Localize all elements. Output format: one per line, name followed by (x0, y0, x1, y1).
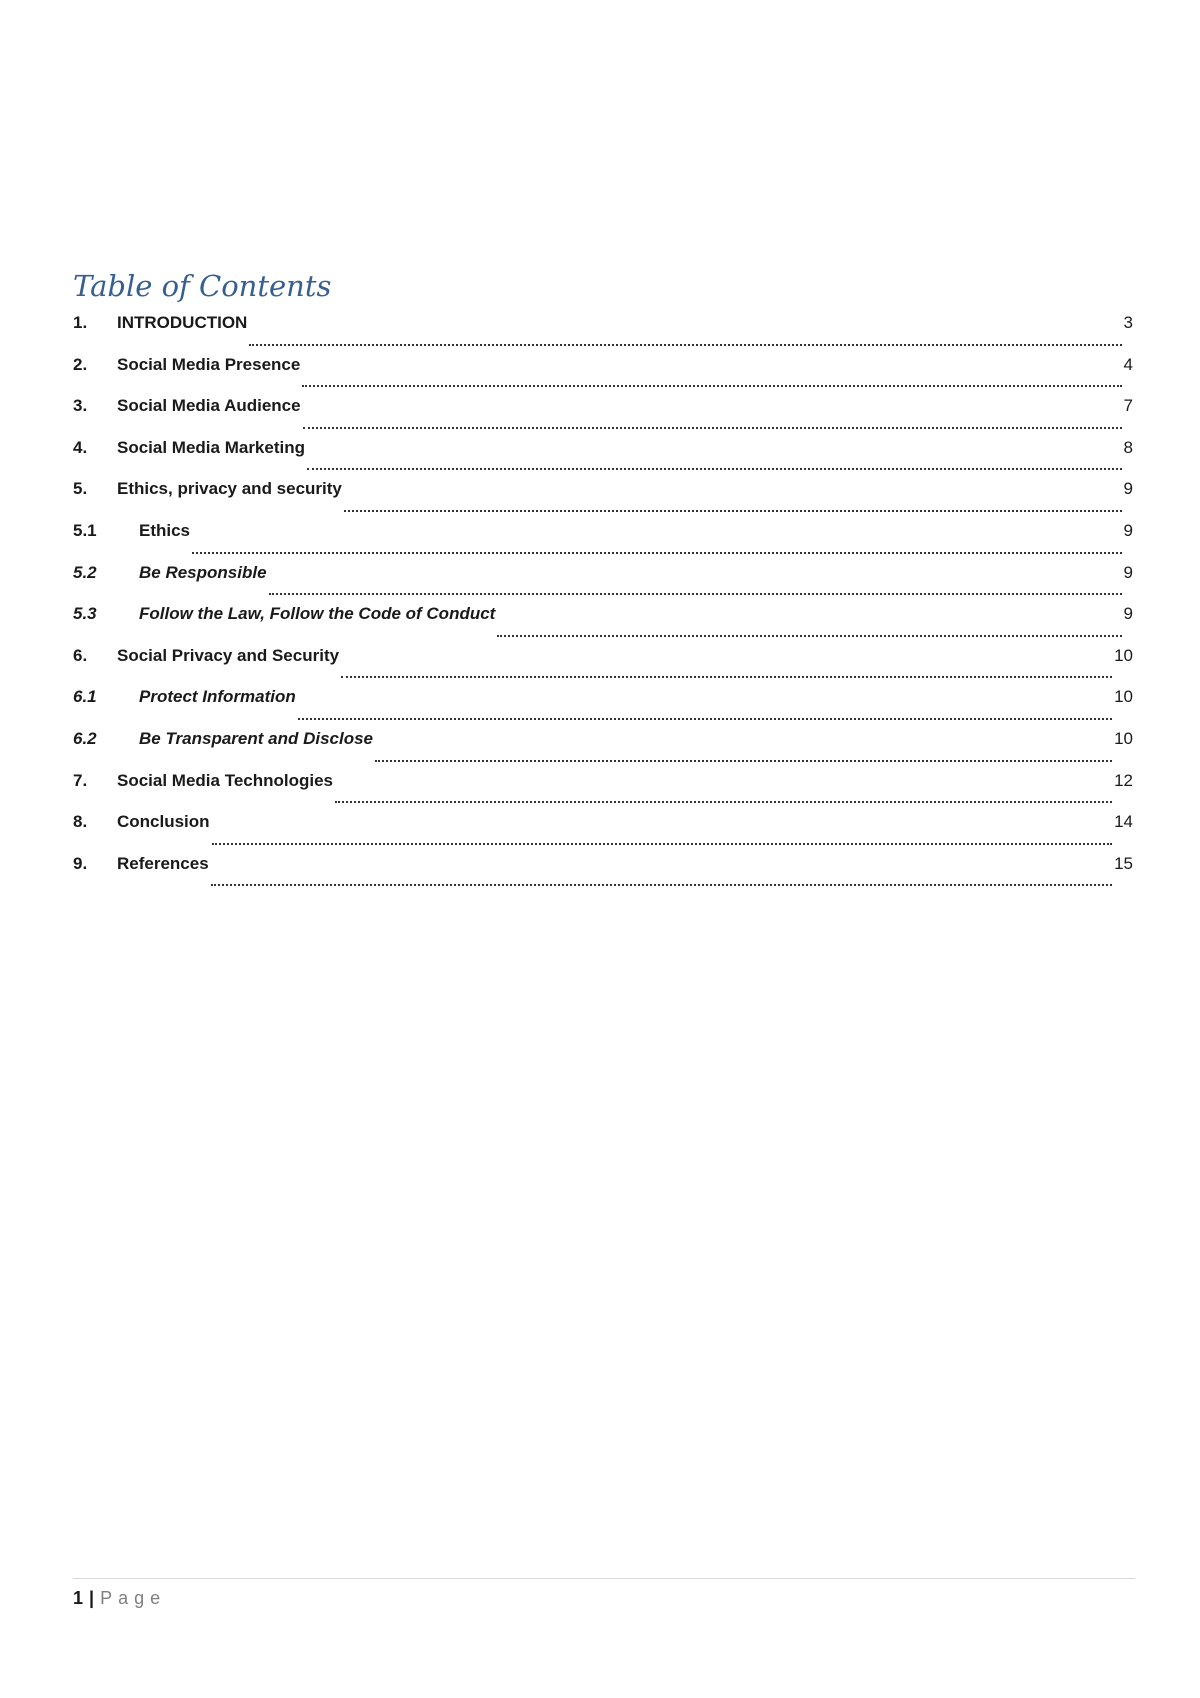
toc-entry[interactable] (73, 520, 1133, 562)
toc-dot-leader (269, 593, 1122, 595)
toc-dot-leader (497, 635, 1121, 637)
toc-entry-label: References (117, 853, 209, 873)
toc-entry-page: 12 (1114, 770, 1133, 790)
toc-dot-leader (303, 427, 1122, 429)
toc-entry-number: 8. (73, 812, 88, 832)
toc-entry-page: 15 (1114, 853, 1133, 873)
footer-separator: | (89, 1588, 95, 1608)
toc-entry-label: Ethics, privacy and security (117, 479, 342, 499)
toc-entry[interactable] (73, 645, 1133, 687)
toc-entry-number: 9. (73, 853, 88, 873)
toc-dot-leader (249, 344, 1121, 346)
toc-entry-label: Social Privacy and Security (117, 645, 340, 665)
toc-entry-label: Social Media Technologies (117, 770, 334, 790)
toc-entry-page: 9 (1123, 562, 1133, 582)
toc-entry-number: 3. (73, 396, 88, 416)
toc-entry[interactable] (73, 437, 1133, 479)
footer-page-number: 1 (73, 1588, 84, 1608)
page-footer (73, 1586, 166, 1610)
toc-entry[interactable] (73, 395, 1133, 437)
toc-entry-page: 10 (1114, 728, 1133, 748)
toc-entry-label: Be Transparent and Disclose (139, 728, 373, 748)
toc-entry-number: 6. (73, 645, 88, 665)
toc-entry-page: 3 (1123, 313, 1133, 332)
toc-entry-label: INTRODUCTION (117, 313, 248, 332)
toc-entry[interactable] (73, 811, 1133, 853)
toc-dot-leader (375, 760, 1112, 762)
toc-entry-page: 7 (1123, 396, 1133, 416)
toc-entry-number: 5.1 (73, 520, 97, 540)
toc-entry-page: 9 (1123, 479, 1133, 499)
toc-dot-leader (211, 884, 1112, 886)
footer-page-word: Page (100, 1588, 167, 1608)
toc-entry[interactable] (73, 770, 1133, 812)
toc-entry-number: 7. (73, 770, 88, 790)
toc-entry-label: Ethics (139, 520, 191, 540)
toc-entry[interactable] (73, 562, 1133, 604)
toc-dot-leader (192, 552, 1122, 554)
toc-entry-number: 1. (73, 313, 88, 332)
toc-entry-page: 14 (1114, 812, 1133, 832)
toc-list (73, 312, 1133, 894)
toc-entry-label: Conclusion (117, 812, 210, 832)
toc-entry-number: 5.3 (73, 604, 97, 624)
toc-entry-number: 6.2 (73, 728, 97, 748)
toc-entry-number: 4. (73, 437, 88, 457)
toc-entry-page: 8 (1123, 437, 1133, 457)
toc-entry-page: 10 (1114, 687, 1133, 707)
toc-dot-leader (341, 676, 1112, 678)
toc-entry[interactable] (73, 686, 1133, 728)
toc-dot-leader (307, 468, 1122, 470)
toc-entry-page: 4 (1123, 354, 1133, 374)
toc-entry-page: 9 (1123, 520, 1133, 540)
toc-entry-number: 6.1 (73, 687, 97, 707)
toc-entry-label: Protect Information (139, 687, 296, 707)
toc-entry-label: Be Responsible (139, 562, 267, 582)
toc-entry[interactable] (73, 478, 1133, 520)
toc-entry-label: Social Media Audience (117, 396, 301, 416)
toc-entry-number: 2. (73, 354, 88, 374)
toc-entry[interactable] (73, 728, 1133, 770)
toc-entry[interactable] (73, 853, 1133, 895)
toc-dot-leader (302, 385, 1121, 387)
toc-entry-number: 5.2 (73, 562, 97, 582)
toc-dot-leader (335, 801, 1112, 803)
toc-entry-page: 9 (1123, 604, 1133, 624)
toc-entry[interactable] (73, 312, 1133, 354)
toc-entry-label: Follow the Law, Follow the Code of Conduct (139, 604, 496, 624)
footer-divider (73, 1578, 1135, 1579)
toc-entry[interactable] (73, 354, 1133, 396)
toc-dot-leader (212, 843, 1113, 845)
toc-entry-page: 10 (1114, 645, 1133, 665)
toc-dot-leader (344, 510, 1122, 512)
toc-entry-number: 5. (73, 479, 88, 499)
toc-entry-label: Social Media Presence (117, 354, 301, 374)
toc-entry-label: Social Media Marketing (117, 437, 305, 457)
toc-dot-leader (298, 718, 1112, 720)
toc-title: Table of Contents (73, 269, 332, 303)
toc-entry[interactable] (73, 603, 1133, 645)
